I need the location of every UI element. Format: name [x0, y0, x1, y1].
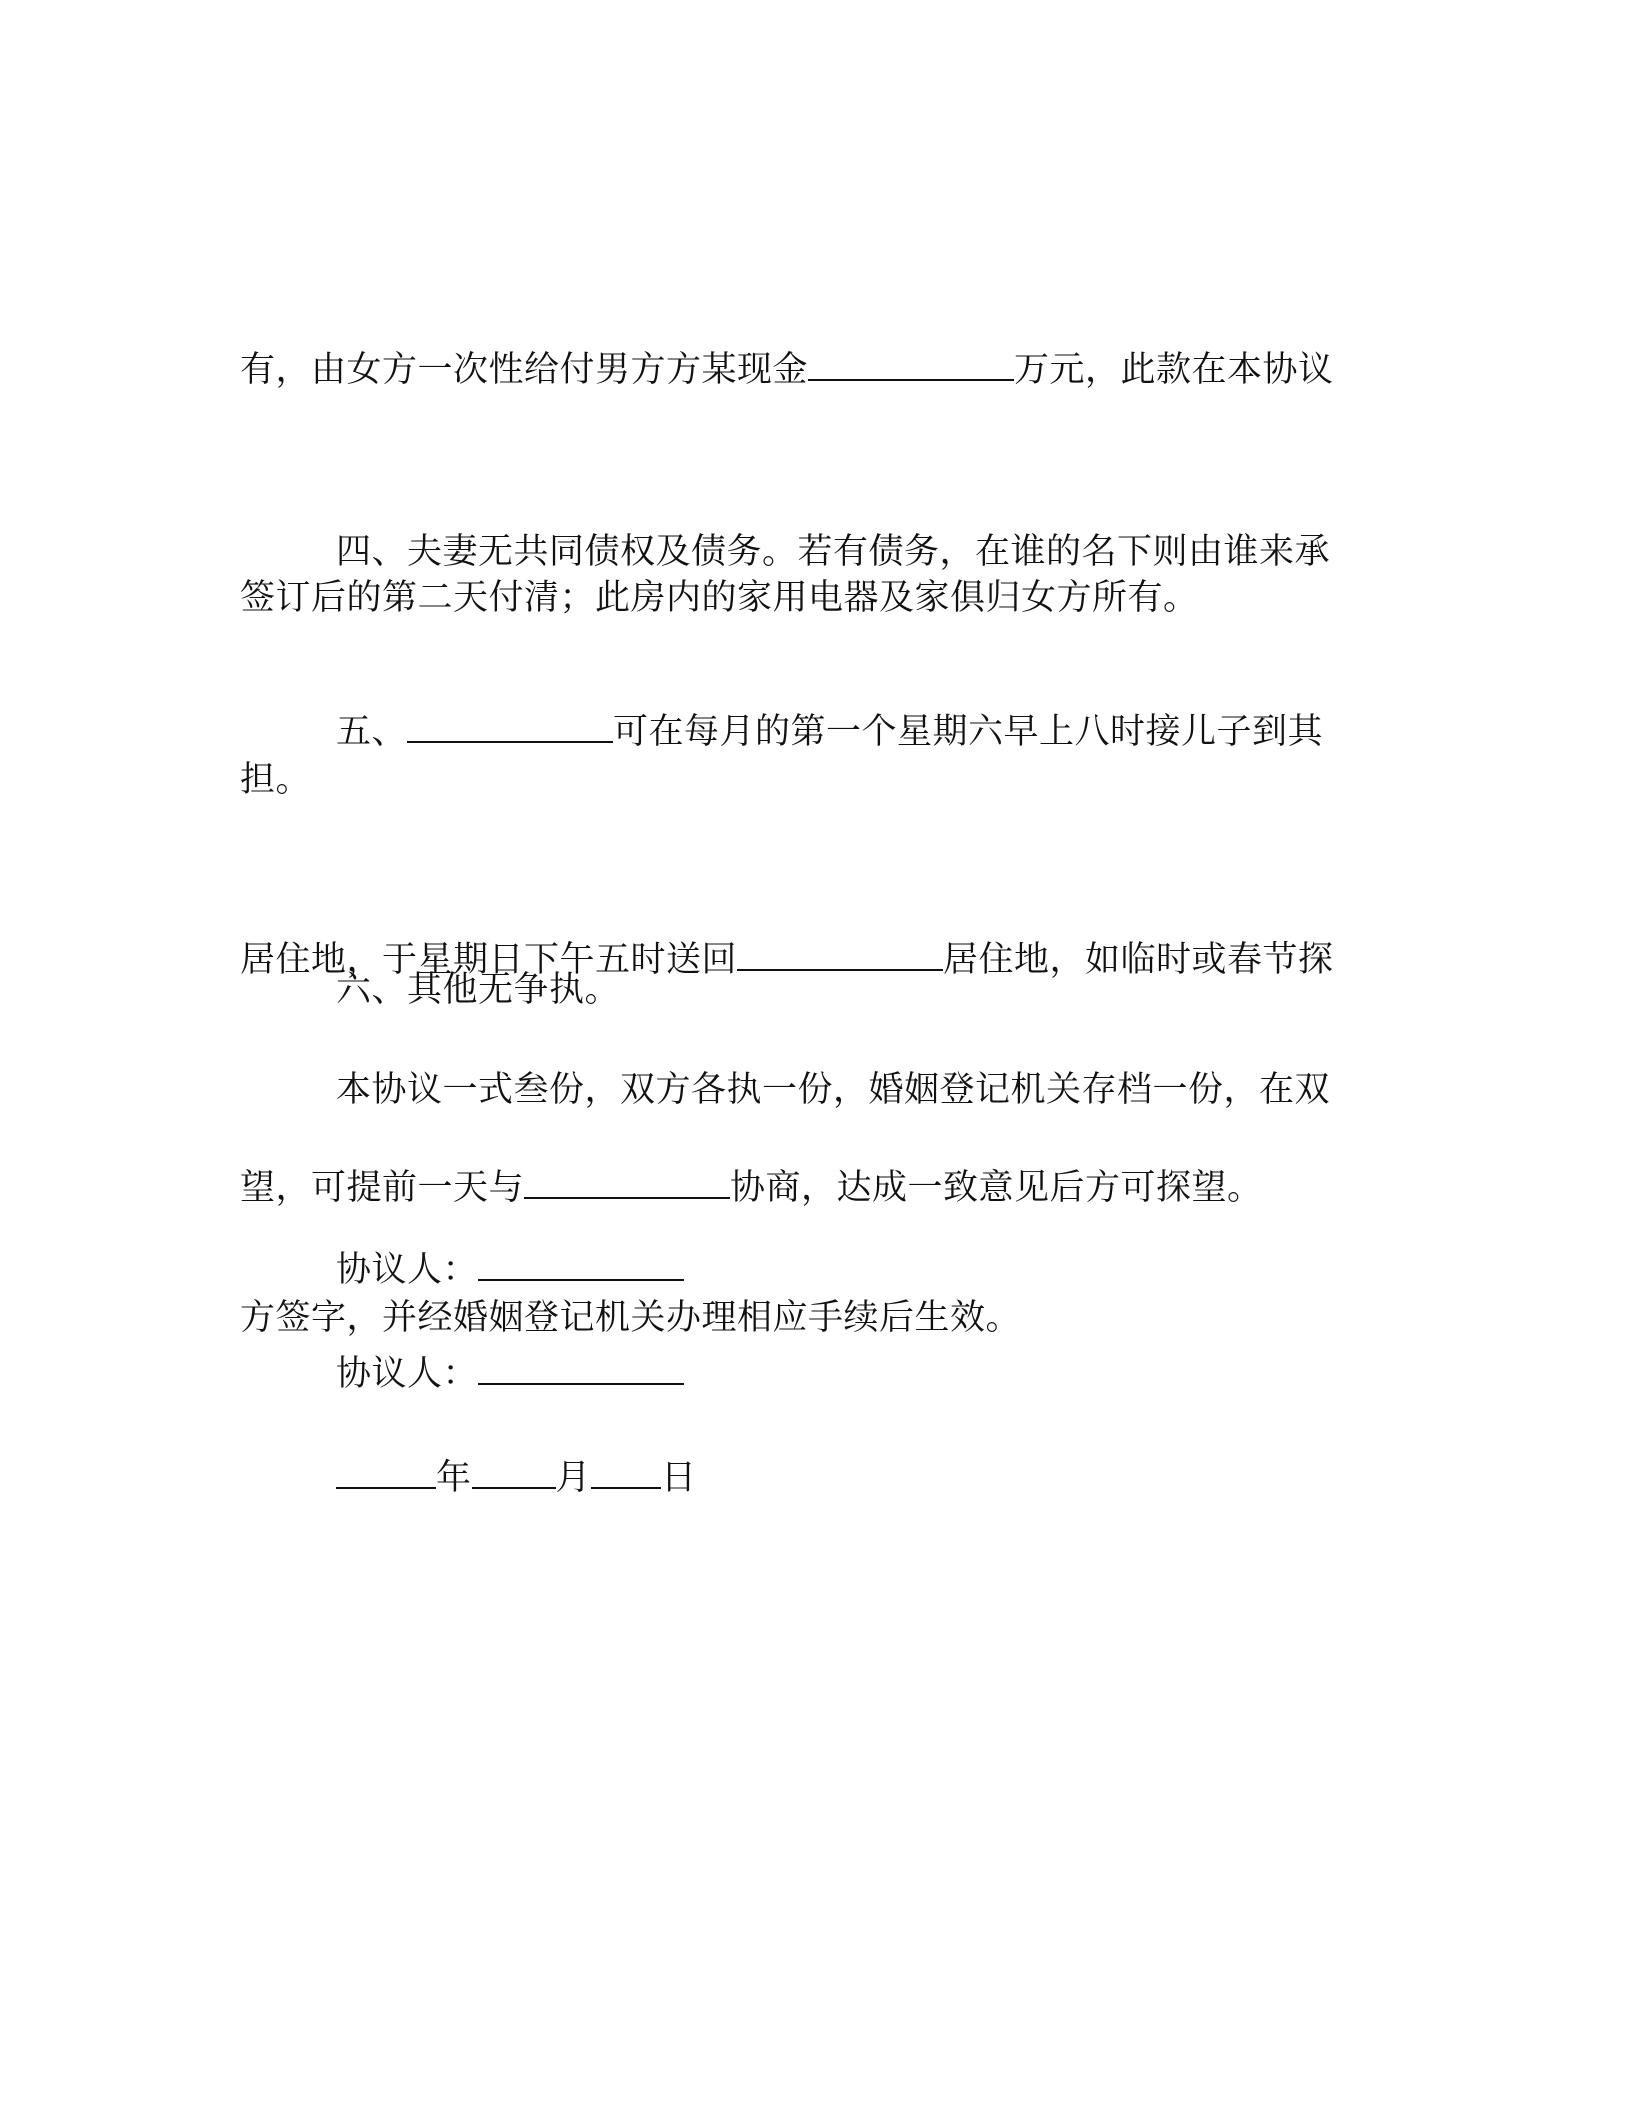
date-day-label: 日: [661, 1458, 697, 1498]
text-line: [240, 1440, 1390, 1516]
signature-label: 协议人：: [336, 1250, 479, 1290]
date-month-blank: [472, 1457, 556, 1489]
text-segment: 有，由女方一次性给付男方方某现金: [240, 350, 809, 390]
text-line: 方签字，并经婚姻登记机关办理相应手续后生效。: [240, 1298, 1022, 1338]
text-segment: 望，可提前一天与: [240, 1168, 525, 1208]
text-segment: 可在每月的第一个星期六早上八时接儿子到其: [613, 712, 1324, 752]
text-segment: 协商，达成一致意见后方可探望。: [730, 1168, 1263, 1208]
date-line: [240, 1288, 1390, 1668]
fill-in-blank-visitor: [407, 711, 613, 743]
text-segment: 万元，此款在本协议: [1014, 350, 1334, 390]
text-line: 本协议一式叁份，双方各执一份，婚姻登记机关存档一份，在双: [336, 1070, 1331, 1110]
text-line: 六、其他无争执。: [336, 970, 621, 1010]
text-line: 签订后的第二天付清；此房内的家用电器及家俱归女方所有。: [240, 578, 1199, 618]
date-year-label: 年: [436, 1458, 472, 1498]
text-line: 四、夫妻无共同债权及债务。若有债务，在谁的名下则由谁来承: [336, 532, 1331, 572]
date-month-label: 月: [555, 1458, 592, 1498]
text-segment: 居住地，于星期日下午五时送回: [240, 940, 738, 980]
text-segment: 居住地，如临时或春节探: [943, 940, 1334, 980]
text-line: 担。: [240, 760, 312, 800]
date-year-blank: [336, 1457, 436, 1489]
date-day-blank: [591, 1457, 661, 1489]
signature-label: 协议人：: [336, 1354, 479, 1394]
text-line: [240, 694, 1390, 770]
text-segment: 五、: [336, 712, 408, 752]
